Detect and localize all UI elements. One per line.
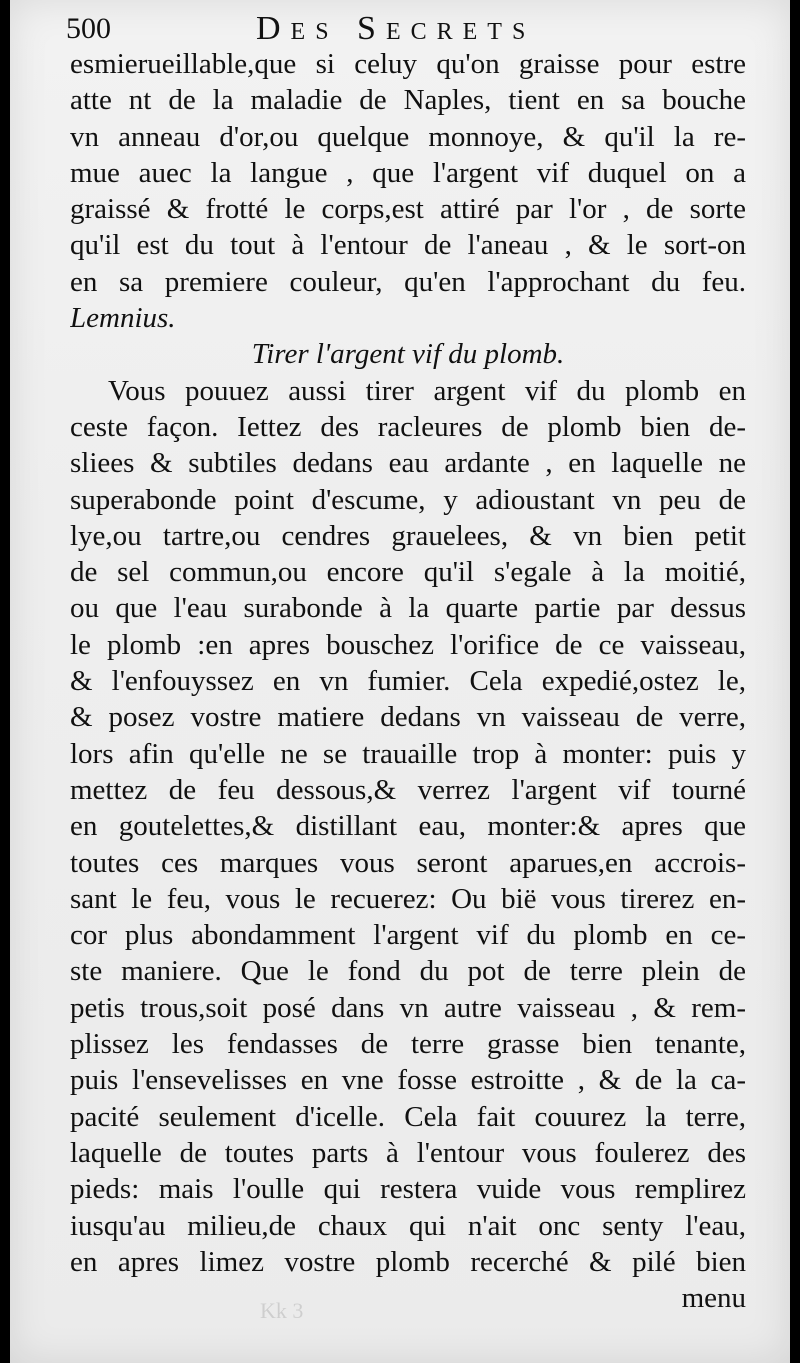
text-line: sliees & subtiles dedans eau ardante , en laquelle ne: [70, 447, 746, 480]
text-line: de sel commun,ou encore qu'il s'egale à la moitié,: [70, 556, 746, 589]
text-line: iusqu'au milieu,de chaux qui n'ait onc senty l'eau,: [70, 1209, 746, 1242]
text-line: lors afin qu'elle ne se trauaille trop à monter: puis y: [70, 737, 746, 770]
text-line: vn anneau d'or,ou quelque monnoye, & qu'il la re-: [70, 120, 746, 153]
text-line: en sa premiere couleur, qu'en l'approchant du feu.: [70, 265, 746, 298]
text-line: ste maniere. Que le fond du pot de terre plein de: [70, 955, 746, 988]
text-line: mue auec la langue , que l'argent vif duquel on a: [70, 156, 746, 189]
text-line: esmierueillable,que si celuy qu'on graisse pour estre: [70, 48, 746, 80]
text-line: laquelle de toutes parts à l'entour vous foulerez des: [70, 1136, 746, 1169]
book-page: [10, 0, 790, 1363]
text-line: pieds: mais l'oulle qui restera vuide vous remplirez: [70, 1173, 746, 1206]
text-line: ceste façon. Iettez des racleures de plomb bien de-: [70, 410, 746, 443]
text-line: & posez vostre matiere dedans vn vaisseau de verre,: [70, 701, 746, 734]
text-line: cor plus abondamment l'argent vif du plomb en ce-: [70, 919, 746, 952]
text-line: petis trous,soit posé dans vn autre vaisseau , & rem-: [70, 991, 746, 1024]
body-text: [70, 46, 746, 1316]
text-line: le plomb :en apres bouschez l'orifice de ce vaisseau,: [70, 628, 746, 661]
section-heading: Tirer l'argent vif du plomb.: [251, 338, 565, 371]
text-line: ou que l'eau surabonde à la quarte partie par dessus: [70, 592, 746, 625]
page-number: 500: [66, 12, 111, 45]
text-line: atte nt de la maladie de Naples, tient en sa bouche: [70, 84, 746, 117]
text-line: en apres limez vostre plomb recerché & pilé bien: [70, 1245, 746, 1278]
text-line: Vous pouuez aussi tirer argent vif du plomb en: [108, 374, 746, 407]
text-line: mettez de feu dessous,& verrez l'argent vif tourné: [70, 773, 746, 806]
catchword: menu: [681, 1282, 746, 1315]
signature-mark: Kk 3: [260, 1298, 304, 1323]
text-line: toutes ces marques vous seront aparues,en accrois-: [70, 846, 746, 879]
source-citation: Lemnius.: [70, 302, 176, 335]
text-line: sant le feu, vous le recuerez: Ou bië vous tirerez en-: [70, 882, 746, 915]
text-line: pacité seulement d'icelle. Cela fait couurez la terre,: [70, 1100, 746, 1133]
text-line: & l'enfouyssez en vn fumier. Cela expedié,ostez le,: [70, 665, 746, 698]
text-line: lye,ou tartre,ou cendres grauelees, & vn bien petit: [70, 519, 746, 552]
text-line: en goutelettes,& distillant eau, monter:& apres que: [70, 810, 746, 843]
text-line: qu'il est du tout à l'entour de l'aneau , & le sort-on: [70, 229, 746, 262]
text-line: graissé & frotté le corps,est attiré par l'or , de sorte: [70, 193, 746, 226]
text-line: puis l'ensevelisses en vne fosse estroitte , & de la ca-: [70, 1064, 746, 1097]
text-line: plissez les fendasses de terre grasse bien tenante,: [70, 1028, 746, 1061]
text-line: superabonde point d'escume, y adioustant vn peu de: [70, 483, 746, 516]
page-header: [66, 8, 766, 48]
running-title: Des Secrets: [256, 10, 536, 47]
